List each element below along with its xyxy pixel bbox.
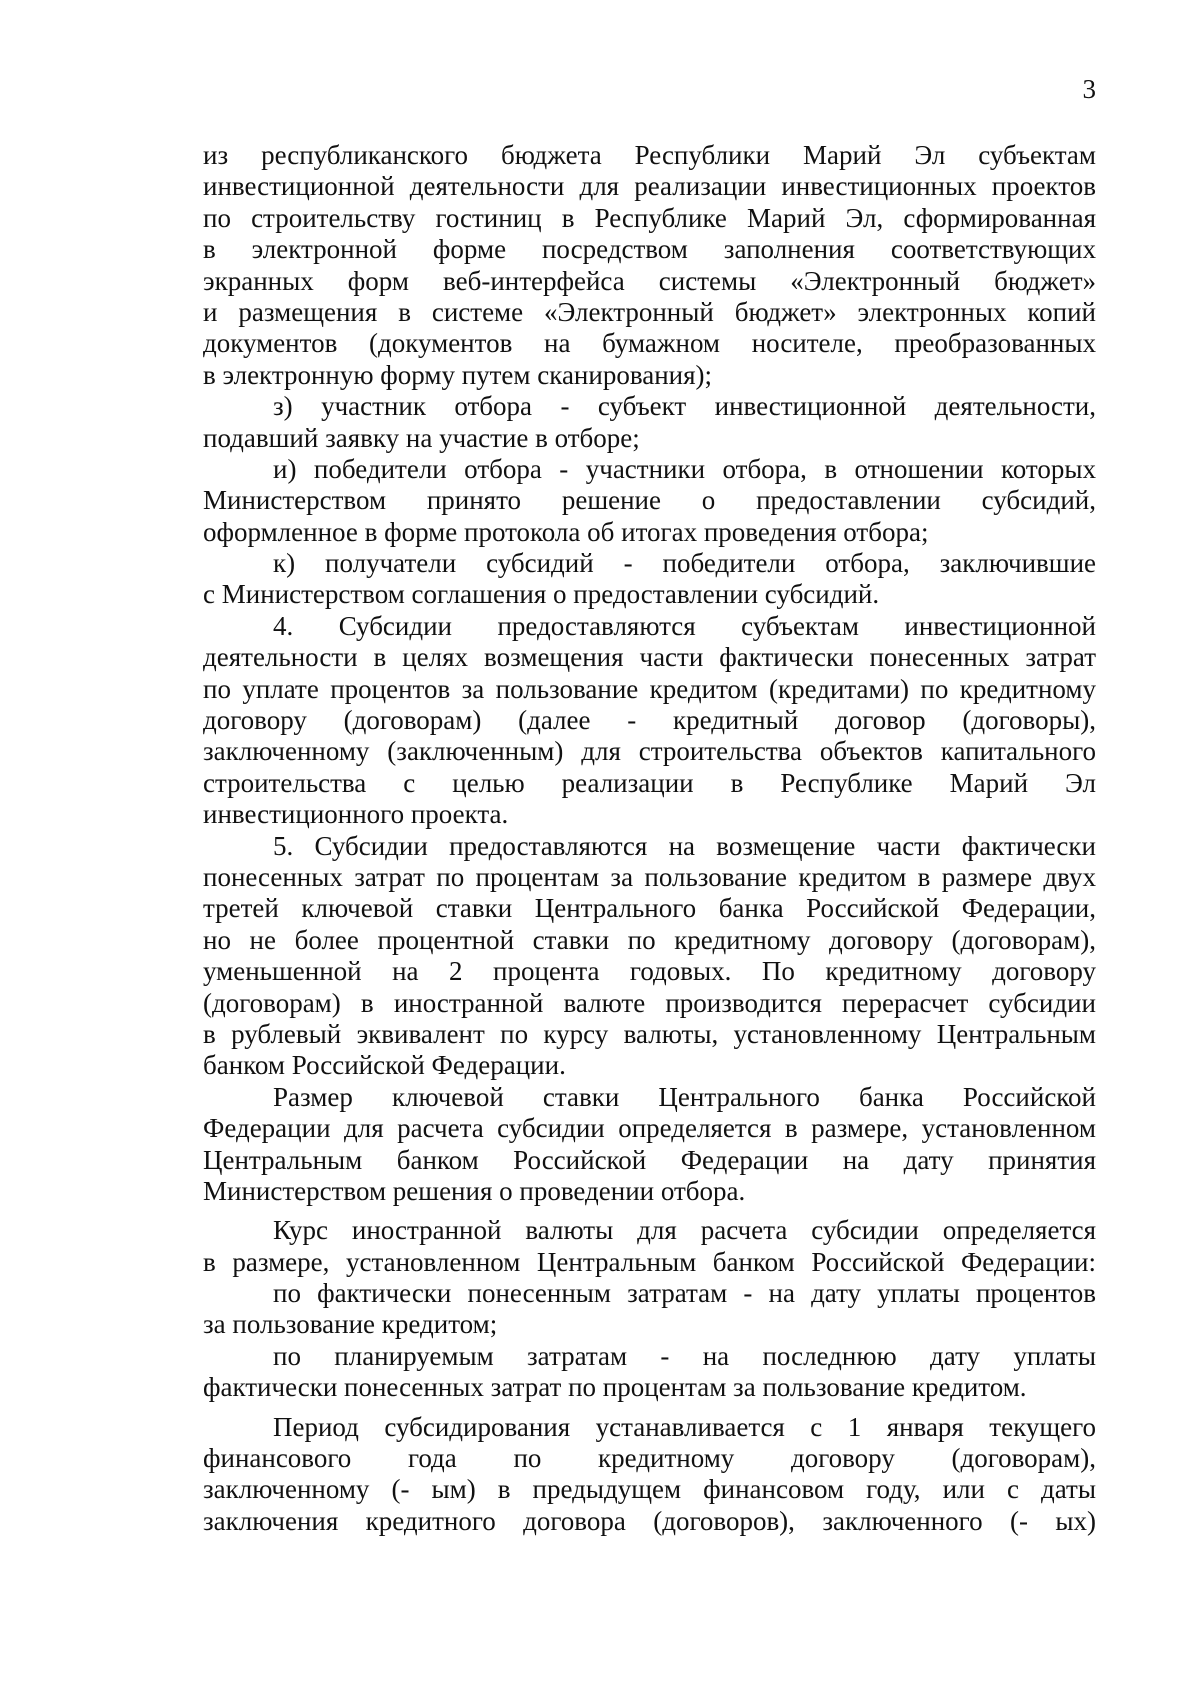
text-line: но не более процентной ставки по кредитному договору (договорам),	[203, 924, 1096, 955]
text-line: финансового года по кредитному договору (договорам),	[203, 1443, 1096, 1474]
text-line: 4. Субсидии предоставляются субъектам инвестиционной	[273, 610, 1096, 641]
text-line: заключенному (заключенным) для строительства объектов капитального	[203, 736, 1096, 767]
text-line: деятельности в целях возмещения части фактически понесенных затрат	[203, 642, 1096, 673]
text-line: из республиканского бюджета Республики Марий Эл субъектам	[203, 140, 1096, 170]
text-line: экранных форм веб-интерфейса системы «Электронный бюджет»	[203, 265, 1096, 296]
text-line: за пользование кредитом;	[203, 1309, 498, 1340]
text-line: (договорам) в иностранной валюте производится перерасчет субсидии	[203, 987, 1096, 1018]
text-line: с Министерством соглашения о предоставлении субсидий.	[203, 579, 880, 610]
text-line: по уплате процентов за пользование кредитом (кредитами) по кредитному	[203, 673, 1096, 704]
text-line: к) получатели субсидий - победители отбора, заключившие	[273, 548, 1096, 579]
text-line: в рублевый эквивалент по курсу валюты, установленному Центральным	[203, 1018, 1096, 1049]
text-line: документов (документов на бумажном носителе, преобразованных	[203, 328, 1096, 359]
document-body	[203, 140, 1096, 1537]
text-line: подавший заявку на участие в отборе;	[203, 422, 640, 453]
page-number: 3	[1082, 74, 1096, 104]
text-line: фактически понесенных затрат по процентам за пользование кредитом.	[203, 1372, 1027, 1403]
text-line: и размещения в системе «Электронный бюджет» электронных копий	[203, 296, 1096, 327]
text-line: и) победители отбора - участники отбора, в отношении которых	[273, 453, 1096, 484]
text-line: оформленное в форме протокола об итогах проведения отбора;	[203, 516, 929, 547]
text-line: з) участник отбора - субъект инвестиционной деятельности,	[273, 391, 1096, 422]
text-line: третей ключевой ставки Центрального банка Российской Федерации,	[203, 893, 1096, 924]
text-line: строительства с целью реализации в Республике Марий Эл	[203, 767, 1096, 798]
text-line: по планируемым затратам - на последнюю дату уплаты	[273, 1340, 1096, 1371]
text-line: заключенному (- ым) в предыдущем финансовом году, или с даты	[203, 1474, 1096, 1505]
text-line: банком Российской Федерации.	[203, 1050, 566, 1081]
text-line: Федерации для расчета субсидии определяется в размере, установленном	[203, 1113, 1096, 1144]
text-line: в электронную форму путем сканирования);	[203, 359, 713, 390]
text-line: Министерством принято решение о предоставлении субсидий,	[203, 485, 1096, 516]
text-line: в размере, установленном Центральным банком Российской Федерации:	[203, 1246, 1096, 1277]
text-line: инвестиционного проекта.	[203, 799, 509, 830]
text-line: Центральным банком Российской Федерации на дату принятия	[203, 1144, 1096, 1175]
text-line: уменьшенной на 2 процента годовых. По кредитному договору	[203, 956, 1096, 987]
text-line: инвестиционной деятельности для реализации инвестиционных проектов	[203, 171, 1096, 202]
text-line: Период субсидирования устанавливается с 1 января текущего	[273, 1411, 1096, 1442]
text-line: понесенных затрат по процентам за пользование кредитом в размере двух	[203, 861, 1096, 892]
text-line: Курс иностранной валюты для расчета субсидии определяется	[273, 1215, 1096, 1246]
text-line: по фактически понесенным затратам - на дату уплаты процентов	[273, 1278, 1096, 1309]
text-line: заключения кредитного договора (договоров), заключенного (- ых)	[203, 1505, 1096, 1536]
text-line: договору (договорам) (далее - кредитный договор (договоры),	[203, 705, 1096, 736]
text-line: Размер ключевой ставки Центрального банка Российской	[273, 1081, 1096, 1112]
text-line: в электронной форме посредством заполнения соответствующих	[203, 234, 1096, 265]
text-line: по строительству гостиниц в Республике Марий Эл, сформированная	[203, 202, 1096, 233]
text-line: Министерством решения о проведении отбора.	[203, 1175, 746, 1206]
text-line: 5. Субсидии предоставляются на возмещение части фактически	[273, 830, 1096, 861]
